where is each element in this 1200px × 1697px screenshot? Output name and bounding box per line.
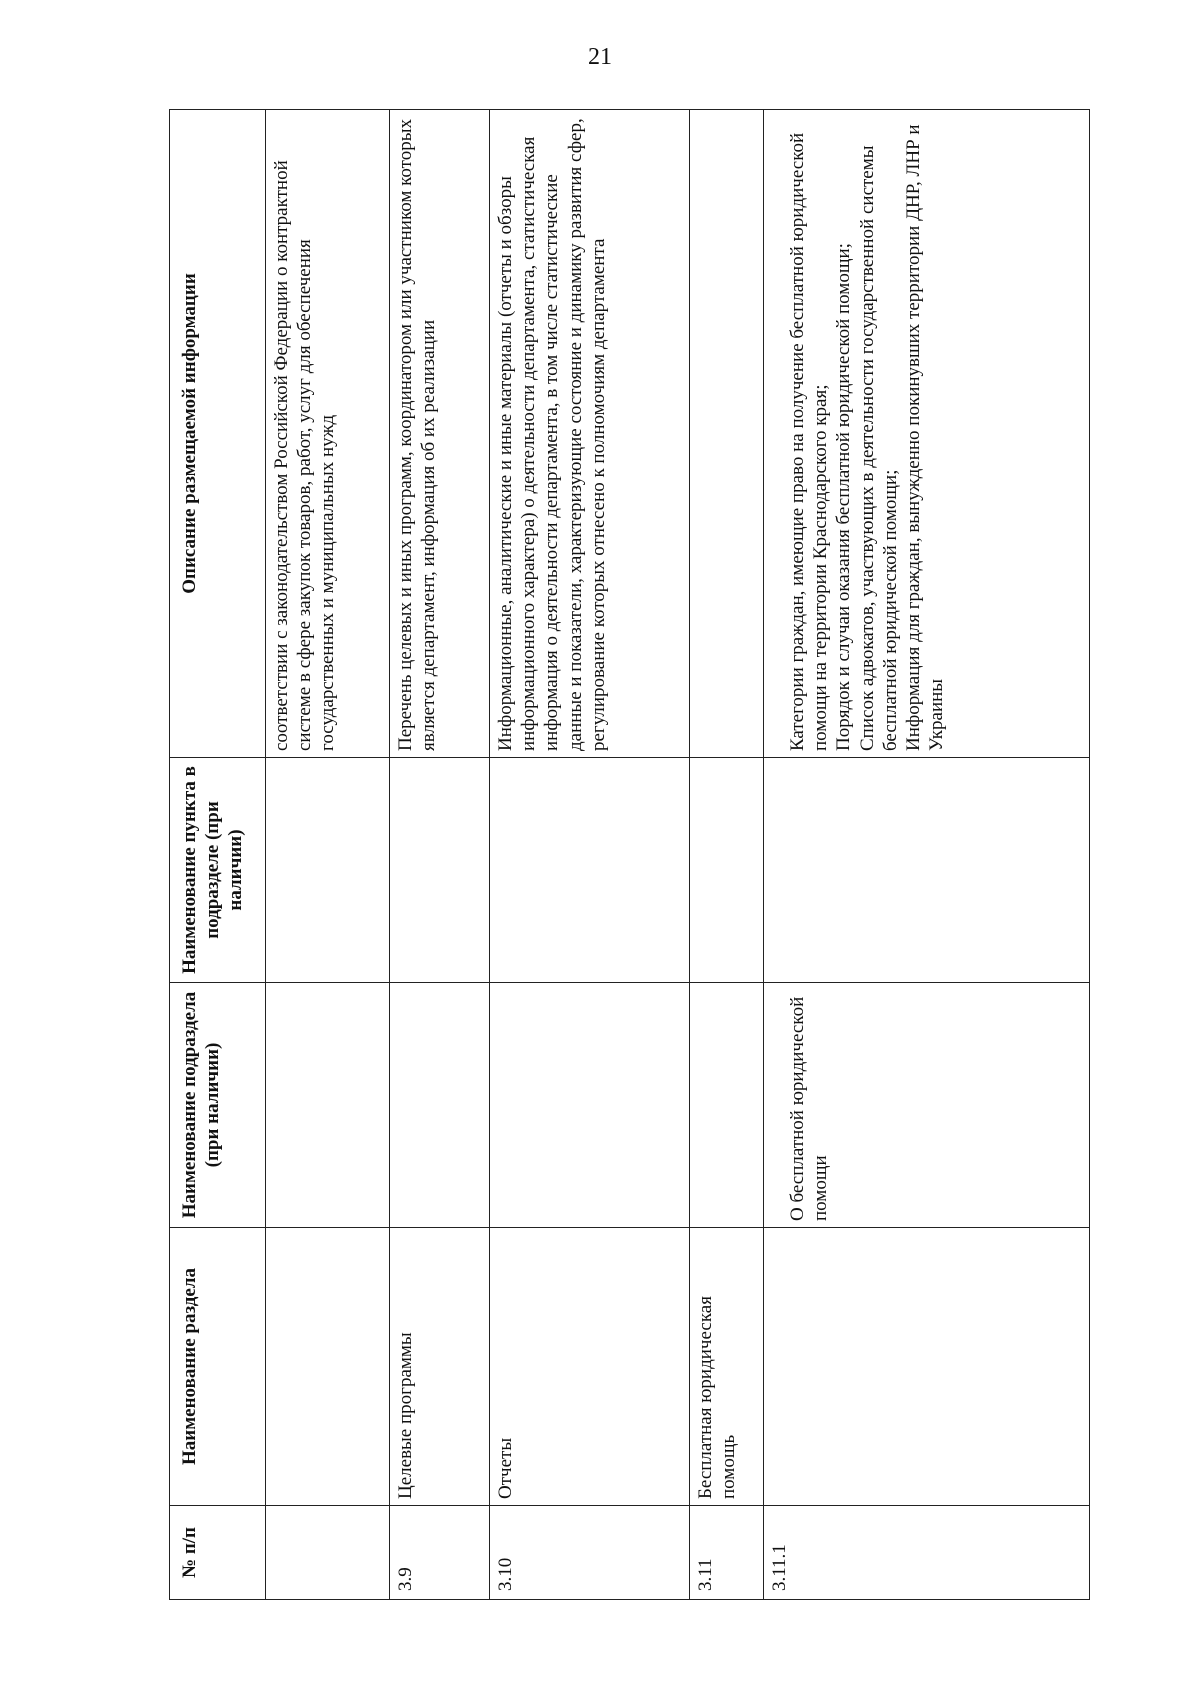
- table-row: [690, 110, 764, 1600]
- table-row: [490, 110, 690, 1600]
- header-description: Описание размещаемой информации: [170, 110, 266, 758]
- info-table: [169, 109, 1090, 1600]
- row-description: [690, 110, 764, 758]
- row-description: Перечень целевых и иных программ, координатором или участником которых является департамент, информация об их реализации: [390, 110, 490, 758]
- row-subsection: [266, 983, 390, 1228]
- row-section: Целевые программы: [390, 1228, 490, 1506]
- row-section: [764, 1228, 1090, 1506]
- row-num: 3.10: [490, 1506, 690, 1600]
- row-subsection: О бесплатной юридической помощи: [764, 983, 1090, 1228]
- row-item: [390, 758, 490, 983]
- row-section: Бесплатная юридическая помощь: [690, 1228, 764, 1506]
- header-num: № п/п: [170, 1506, 266, 1600]
- table-header-row: [170, 110, 266, 1600]
- row-description: Категории граждан, имеющие право на получение бесплатной юридической помощи на территории Краснодарского края; Порядок и случаи оказания бесплатной юридической помощи; Список адвокатов, участвующих в деятельности государственной системы бесплатной юридической помощи; Информация для граждан, вынужденно покинувших территории ДНР, ЛНР и Украины: [764, 110, 1090, 758]
- row-item: [690, 758, 764, 983]
- row-description: Информационные, аналитические и иные материалы (отчеты и обзоры информационного характера) о деятельности департамента, статистическая информация о деятельности департамента, в том числе статистические данные и показатели, характеризующие состояние и динамику развития сфер, регулирование которых отнесено к полномочиям департамента: [490, 110, 690, 758]
- header-section: Наименование раздела: [170, 1228, 266, 1506]
- row-section: Отчеты: [490, 1228, 690, 1506]
- row-num: 3.11.1: [764, 1506, 1090, 1600]
- row-subsection: [490, 983, 690, 1228]
- row-num: 3.9: [390, 1506, 490, 1600]
- table-row: [266, 110, 390, 1600]
- row-subsection: [690, 983, 764, 1228]
- page-number: 21: [588, 44, 612, 70]
- table-row: [764, 110, 1090, 1600]
- header-subsection: Наименование подраздела (при наличии): [170, 983, 266, 1228]
- rotated-table-container: [169, 110, 1089, 1600]
- row-subsection: [390, 983, 490, 1228]
- table-row: [390, 110, 490, 1600]
- row-section: [266, 1228, 390, 1506]
- row-item: [266, 758, 390, 983]
- header-item: Наименование пункта в подразделе (при наличии): [170, 758, 266, 983]
- row-description: соответствии с законодательством Российской Федерации о контрактной системе в сфере закупок товаров, работ, услуг для обеспечения государственных и муниципальных нужд: [266, 110, 390, 758]
- row-item: [490, 758, 690, 983]
- row-num: [266, 1506, 390, 1600]
- row-item: [764, 758, 1090, 983]
- row-num: 3.11: [690, 1506, 764, 1600]
